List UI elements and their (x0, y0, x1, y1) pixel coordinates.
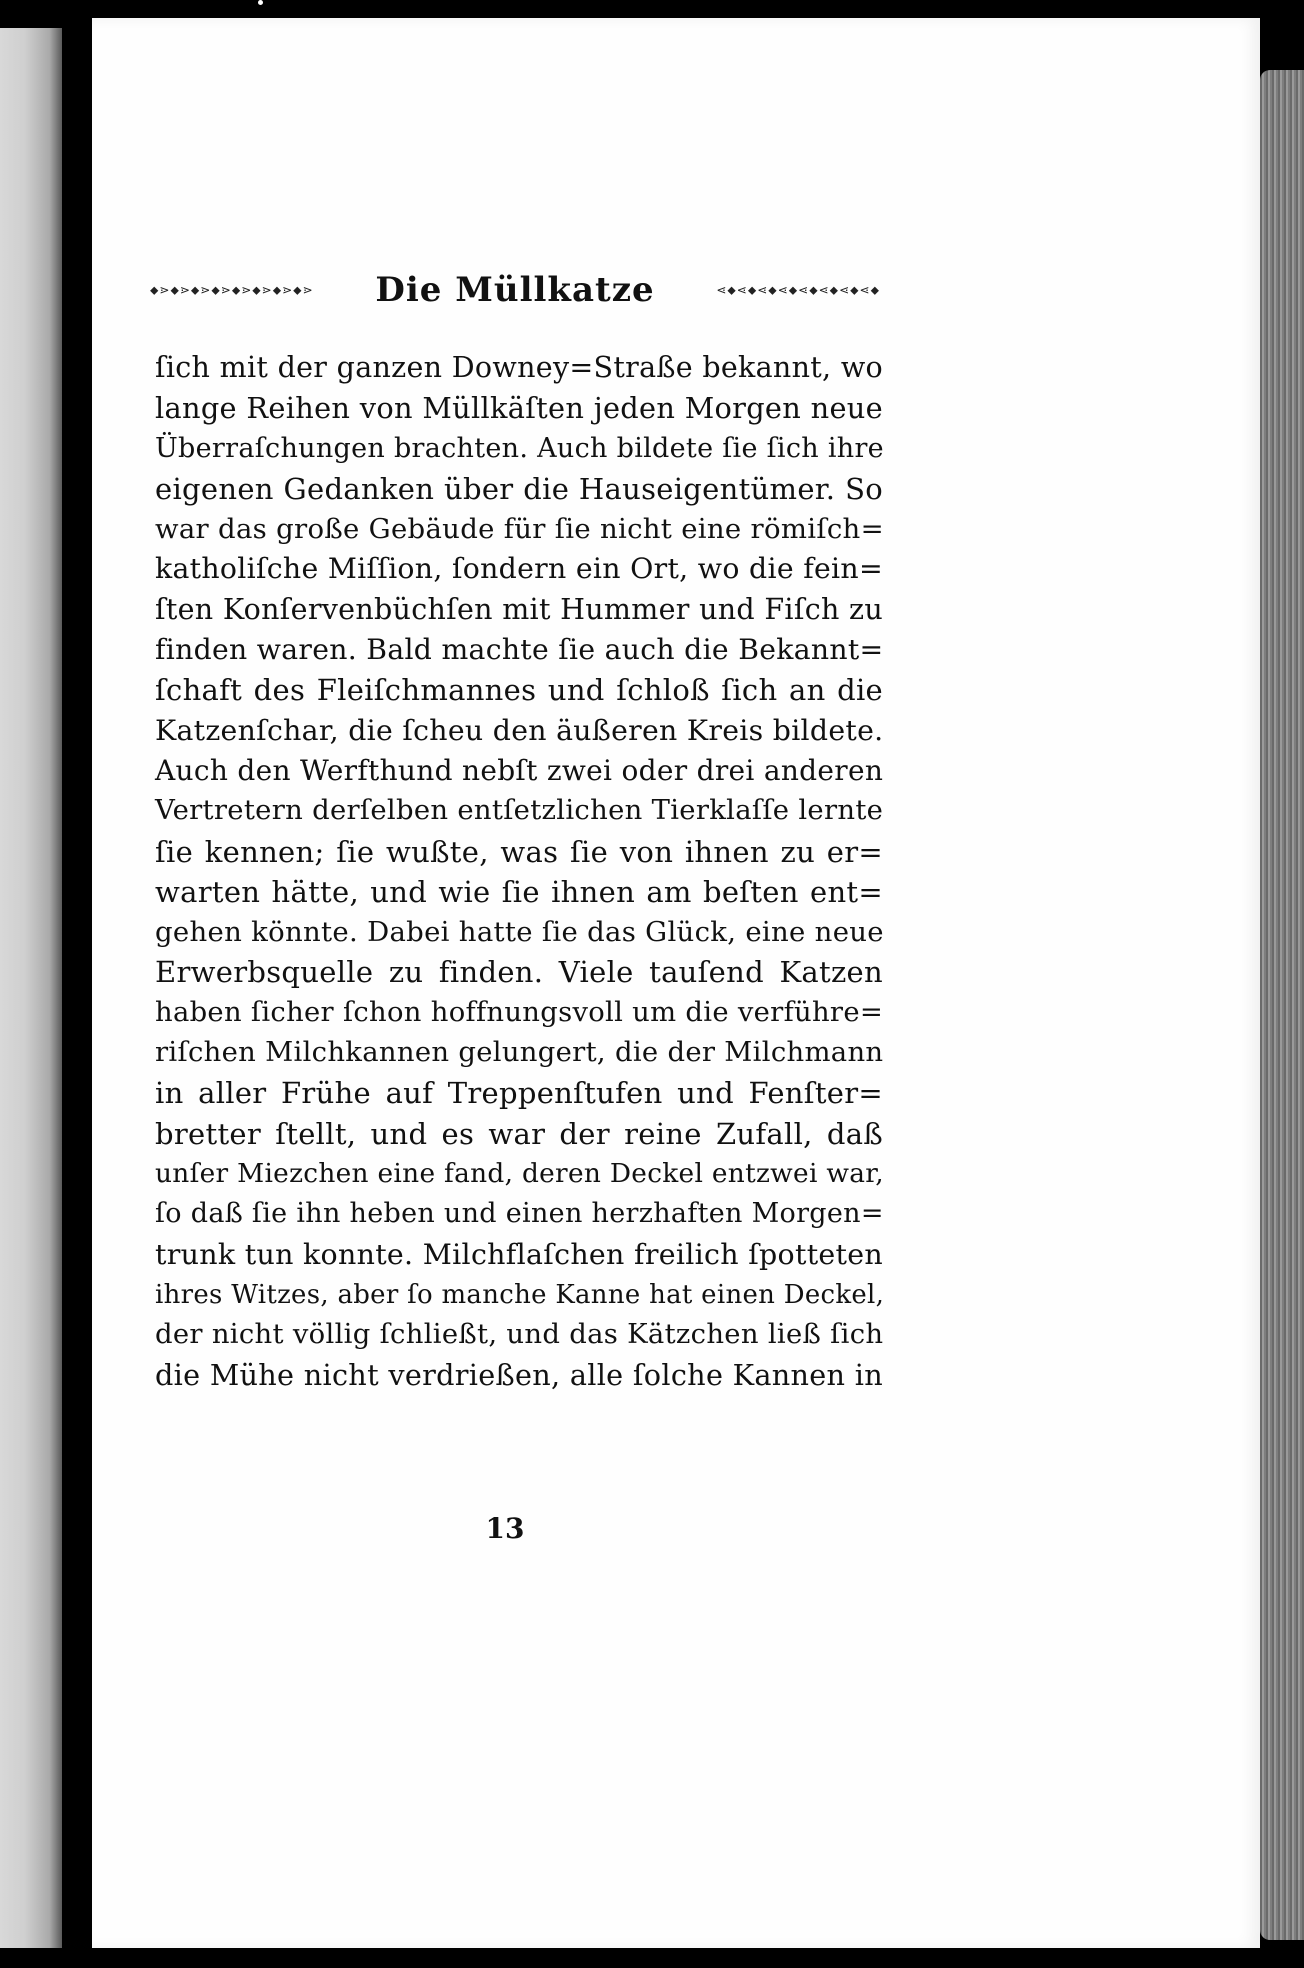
running-head (150, 270, 880, 310)
text-line: ſich mit der ganzen Downey=Straße bekannt, wo (155, 351, 883, 384)
ornament-left: ⬥⋗⬥⋗⬥⋗⬥⋗⬥⋗⬥⋗⬥⋗⬥⋗ (150, 282, 314, 297)
text-line: die Mühe nicht verdrießen, alle ſolche Kannen in (155, 1358, 883, 1393)
text-line: Vertretern derſelben entſetzlichen Tierklaſſe lernte (155, 795, 884, 827)
text-line: ihres Witzes, aber ſo manche Kanne hat einen Deckel, (155, 1279, 885, 1310)
text-line: gehen könnte. Dabei hatte ſie das Glück, eine neue (155, 916, 884, 949)
running-head-title: Die Müllkatze (375, 270, 655, 310)
text-line: trunk tun konnte. Milchflaſchen freilich ſpotteten (155, 1237, 884, 1271)
text-line: unſer Miezchen eine fand, deren Deckel entzwei war, (155, 1158, 884, 1189)
text-line: Katzenſchar, die ſcheu den äußeren Kreis bildete. (155, 713, 884, 747)
ornament-right: ⋖⬥⋖⬥⋖⬥⋖⬥⋖⬥⋖⬥⋖⬥⋖⬥ (716, 282, 880, 297)
text-line: ſten Konſervenbüchſen mit Hummer und Fiſch zu (155, 592, 883, 626)
text-line: katholiſche Miſſion, ſondern ein Ort, wo die fein= (155, 552, 883, 586)
page-fore-edge (1260, 70, 1304, 1940)
text-line: Auch den Werfthund nebſt zwei oder drei anderen (155, 753, 884, 787)
text-line: in aller Frühe auf Treppenſtufen und Fenſter= (155, 1076, 883, 1111)
text-line: ſchaft des Fleiſchmannes und ſchloß ſich an die (155, 673, 883, 708)
text-line: riſchen Milchkannen gelungert, die der Milchmann (155, 1037, 884, 1069)
text-line: eigenen Gedanken über die Hauseigentümer. So (155, 471, 883, 506)
text-line: haben ſicher ſchon hoffnungsvoll um die verführe= (155, 996, 884, 1028)
text-line: war das große Gebäude für ſie nicht eine römiſch= (155, 513, 884, 546)
text-line: ſo daß ſie ihn heben und einen herzhaften Morgen= (155, 1198, 884, 1230)
text-line: der nicht völlig ſchließt, und das Kätzchen ließ ſich (155, 1319, 884, 1351)
scan-speck (258, 0, 263, 5)
text-line: warten hätte, und wie ſie ihnen am beſten ent= (155, 874, 883, 909)
page-number: 13 (485, 1512, 525, 1545)
body-text (155, 348, 883, 1396)
left-page-edge (0, 28, 62, 1948)
text-line: bretter ſtellt, und es war der reine Zufall, daß (155, 1116, 883, 1151)
text-line: lange Reihen von Müllkäſten jeden Morgen neue (155, 391, 883, 426)
text-line: Erwerbsquelle zu finden. Viele tauſend Katzen (155, 955, 883, 990)
text-line: ſie kennen; ſie wußte, was ſie von ihnen zu er= (155, 834, 883, 869)
text-line: Überraſchungen brachten. Auch bildete ſie ſich ihre (155, 432, 884, 464)
text-line: finden waren. Bald machte ſie auch die Bekannt= (155, 633, 884, 667)
